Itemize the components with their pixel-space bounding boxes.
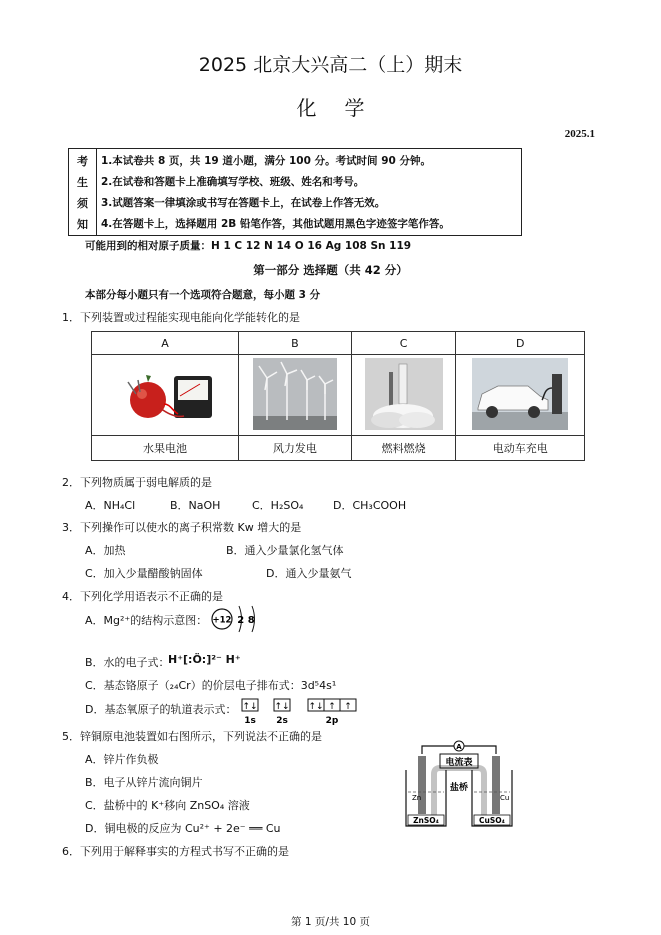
svg-text:↑↓: ↑↓ — [308, 702, 324, 712]
notice-head-4: 知 — [77, 218, 88, 231]
q2-option-c: C．H₂SO₄ — [252, 499, 304, 512]
atomic-masses: 可能用到的相对原子质量：H 1 C 12 N 14 O 16 Ag 108 Sn 119 — [85, 240, 412, 252]
fruit-battery-image — [92, 355, 239, 436]
question-1-stem: 1．下列装置或过程能实现电能向化学能转化的是 — [62, 311, 300, 324]
salt-bridge-label: 盐桥 — [449, 783, 469, 793]
ammeter-symbol: A — [456, 743, 462, 751]
notice-head-3: 须 — [77, 197, 88, 210]
q1-col-b: B — [239, 332, 352, 355]
q1-col-d: D — [456, 332, 585, 355]
cu-electrode-label: Cu — [500, 794, 510, 802]
q3-option-d: D．通入少量氨气 — [266, 567, 352, 580]
q3-option-a: A．加热 — [85, 544, 126, 557]
mg-shell-label: 2 8 — [237, 615, 255, 626]
ev-charging-image — [456, 355, 585, 436]
svg-text:↑↓: ↑↓ — [274, 702, 290, 712]
exam-date: 2025.1 — [564, 128, 595, 140]
part-instruction: 本部分每小题只有一个选项符合题意，每小题 3 分 — [85, 289, 321, 301]
notice-line-3: 3.试题答案一律填涂或书写在答题卡上，在试卷上作答无效。 — [101, 197, 386, 209]
q4-option-a: A．Mg²⁺的结构示意图： — [85, 614, 208, 627]
q1-caption-a: 水果电池 — [92, 436, 239, 461]
rocket-launch-image — [351, 355, 456, 436]
wind-power-image — [239, 355, 352, 436]
question-4-stem: 4．下列化学用语表示不正确的是 — [62, 590, 223, 603]
q2-option-a: A．NH₄Cl — [85, 499, 136, 512]
mg-nucleus-label: +12 — [212, 615, 232, 626]
notice-head-1: 考 — [77, 155, 88, 168]
q1-caption-d: 电动车充电 — [456, 436, 585, 461]
question-3-stem: 3．下列操作可以使水的离子积常数 Kw 增大的是 — [62, 521, 302, 534]
q1-caption-b: 风力发电 — [239, 436, 352, 461]
svg-text:↑↓: ↑↓ — [242, 702, 258, 712]
q3-option-c: C．加入少量醋酸钠固体 — [85, 567, 203, 580]
orbital-label-1s: 1s — [244, 716, 256, 725]
page-title: 2025 北京大兴高二（上）期末 — [198, 54, 463, 76]
notice-line-2: 2.在试卷和答题卡上准确填写学校、班级、姓名和考号。 — [101, 176, 365, 188]
orbital-label-2p: 2p — [325, 716, 339, 725]
notice-line-1: 1.本试卷共 8 页，共 19 道小题，满分 100 分。考试时间 90 分钟。 — [101, 155, 431, 167]
q5-option-c: C．盐桥中的 K⁺移向 ZnSO₄ 溶液 — [85, 799, 250, 812]
question-5-stem: 5．锌铜原电池装置如右图所示，下列说法不正确的是 — [62, 730, 322, 743]
orbital-label-2s: 2s — [276, 716, 288, 725]
q5-option-b: B．电子从锌片流向铜片 — [85, 776, 203, 789]
q5-option-a: A．锌片作负极 — [85, 753, 159, 766]
q2-option-d: D．CH₃COOH — [333, 499, 407, 512]
q1-col-a: A — [92, 332, 239, 355]
question-6-stem: 6．下列用于解释事实的方程式书写不正确的是 — [62, 845, 289, 858]
q4-option-b: B．水的电子式： — [85, 656, 170, 669]
notice-line-4: 4.在答题卡上，选择题用 2B 铅笔作答，其他试题用黑色字迹签字笔作答。 — [101, 218, 450, 230]
ammeter-label: 电流表 — [445, 758, 473, 768]
q1-col-c: C — [351, 332, 456, 355]
question-2-stem: 2．下列物质属于弱电解质的是 — [62, 476, 212, 489]
q3-option-b: B．通入少量氯化氢气体 — [226, 544, 344, 557]
cuso4-label: CuSO₄ — [479, 816, 505, 825]
water-electron-formula: H⁺[:Ö:]²⁻ H⁺ — [168, 653, 241, 666]
notice-head-2: 生 — [77, 176, 88, 189]
svg-text:↑: ↑ — [344, 702, 352, 712]
notice-box — [68, 148, 522, 236]
question-1-table — [91, 331, 585, 461]
q4-option-c: C．基态铬原子（₂₄Cr）的价层电子排布式：3d⁵4s¹ — [85, 679, 337, 692]
zinc-copper-cell-diagram — [402, 740, 516, 832]
page-footer: 第 1 页/共 10 页 — [291, 916, 370, 928]
oxygen-orbital-diagram — [240, 697, 364, 725]
zn-electrode-label: Zn — [412, 794, 422, 802]
part-title: 第一部分 选择题（共 42 分） — [253, 263, 408, 277]
q1-caption-c: 燃料燃烧 — [351, 436, 456, 461]
q4-option-d: D．基态氧原子的轨道表示式： — [85, 703, 237, 716]
svg-text:↑: ↑ — [328, 702, 336, 712]
znso4-label: ZnSO₄ — [413, 816, 439, 825]
q2-option-b: B．NaOH — [170, 499, 221, 512]
subject-title: 化学 — [296, 96, 393, 120]
q5-option-d: D．铜电极的反应为 Cu²⁺ + 2e⁻ ══ Cu — [85, 822, 281, 835]
mg-ion-structure-diagram — [208, 598, 268, 640]
